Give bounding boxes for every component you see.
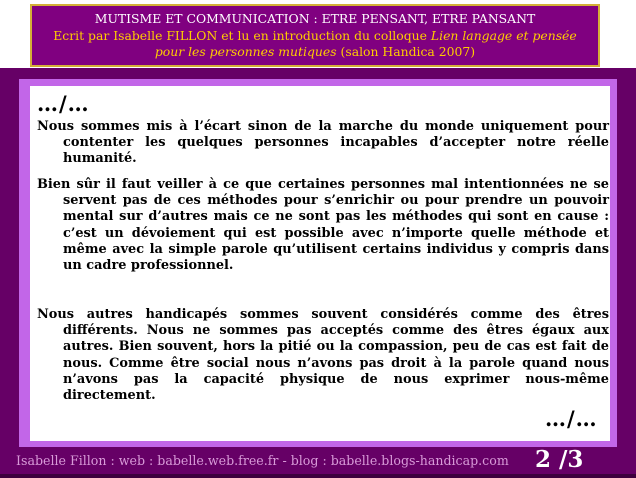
header-subtitle-italic: Lien langage et pensée pour les personnes mutiques: [154, 28, 577, 59]
ellipsis-bottom: …/…: [545, 406, 598, 431]
header-subtitle-tail: (salon Handica 2007): [336, 44, 476, 59]
paragraph-1: Nous sommes mis à l’écart sinon de la marche du monde uniquement pour contenter les quelques personnes incapables d’accepter notre réelle humanité.: [37, 119, 609, 167]
header-subtitle: [32, 28, 598, 60]
footer-credit: Isabelle Fillon : web : babelle.web.free.fr - blog : babelle.blogs-handicap.com: [16, 453, 509, 468]
page-number: 2 /3: [535, 446, 584, 473]
paragraph-2: Bien sûr il faut veiller à ce que certaines personnes mal intentionnées ne se servent pas de ces méthodes pour s’enrichir ou pour prendre un pouvoir mental sur d’autres mais ce ne sont pas les méthodes qui sont en cause : c’est un dévoiement qui est possible avec n’importe quelle méthode et même avec la simple parole qu’utilisent certains individus y compris dans un cadre professionnel.: [37, 177, 609, 274]
header-subtitle-lead: Ecrit par Isabelle FILLON et lu en introduction du colloque: [53, 28, 431, 43]
header-title: MUTISME ET COMMUNICATION : ETRE PENSANT, ETRE PANSANT: [94, 11, 536, 26]
paragraph-3: Nous autres handicapés sommes souvent considérés comme des êtres différents. Nous ne sommes pas acceptés comme des êtres égaux aux autres. Bien souvent, hors la pitié ou la compassion, peu de cas est fait de nous. Comme être social nous n’avons pas droit à la parole quand nous n’avons pas la capacité physique de nous exprimer nous-même directement.: [37, 307, 609, 404]
ellipsis-top: …/…: [37, 91, 90, 116]
header-box: [30, 4, 600, 67]
